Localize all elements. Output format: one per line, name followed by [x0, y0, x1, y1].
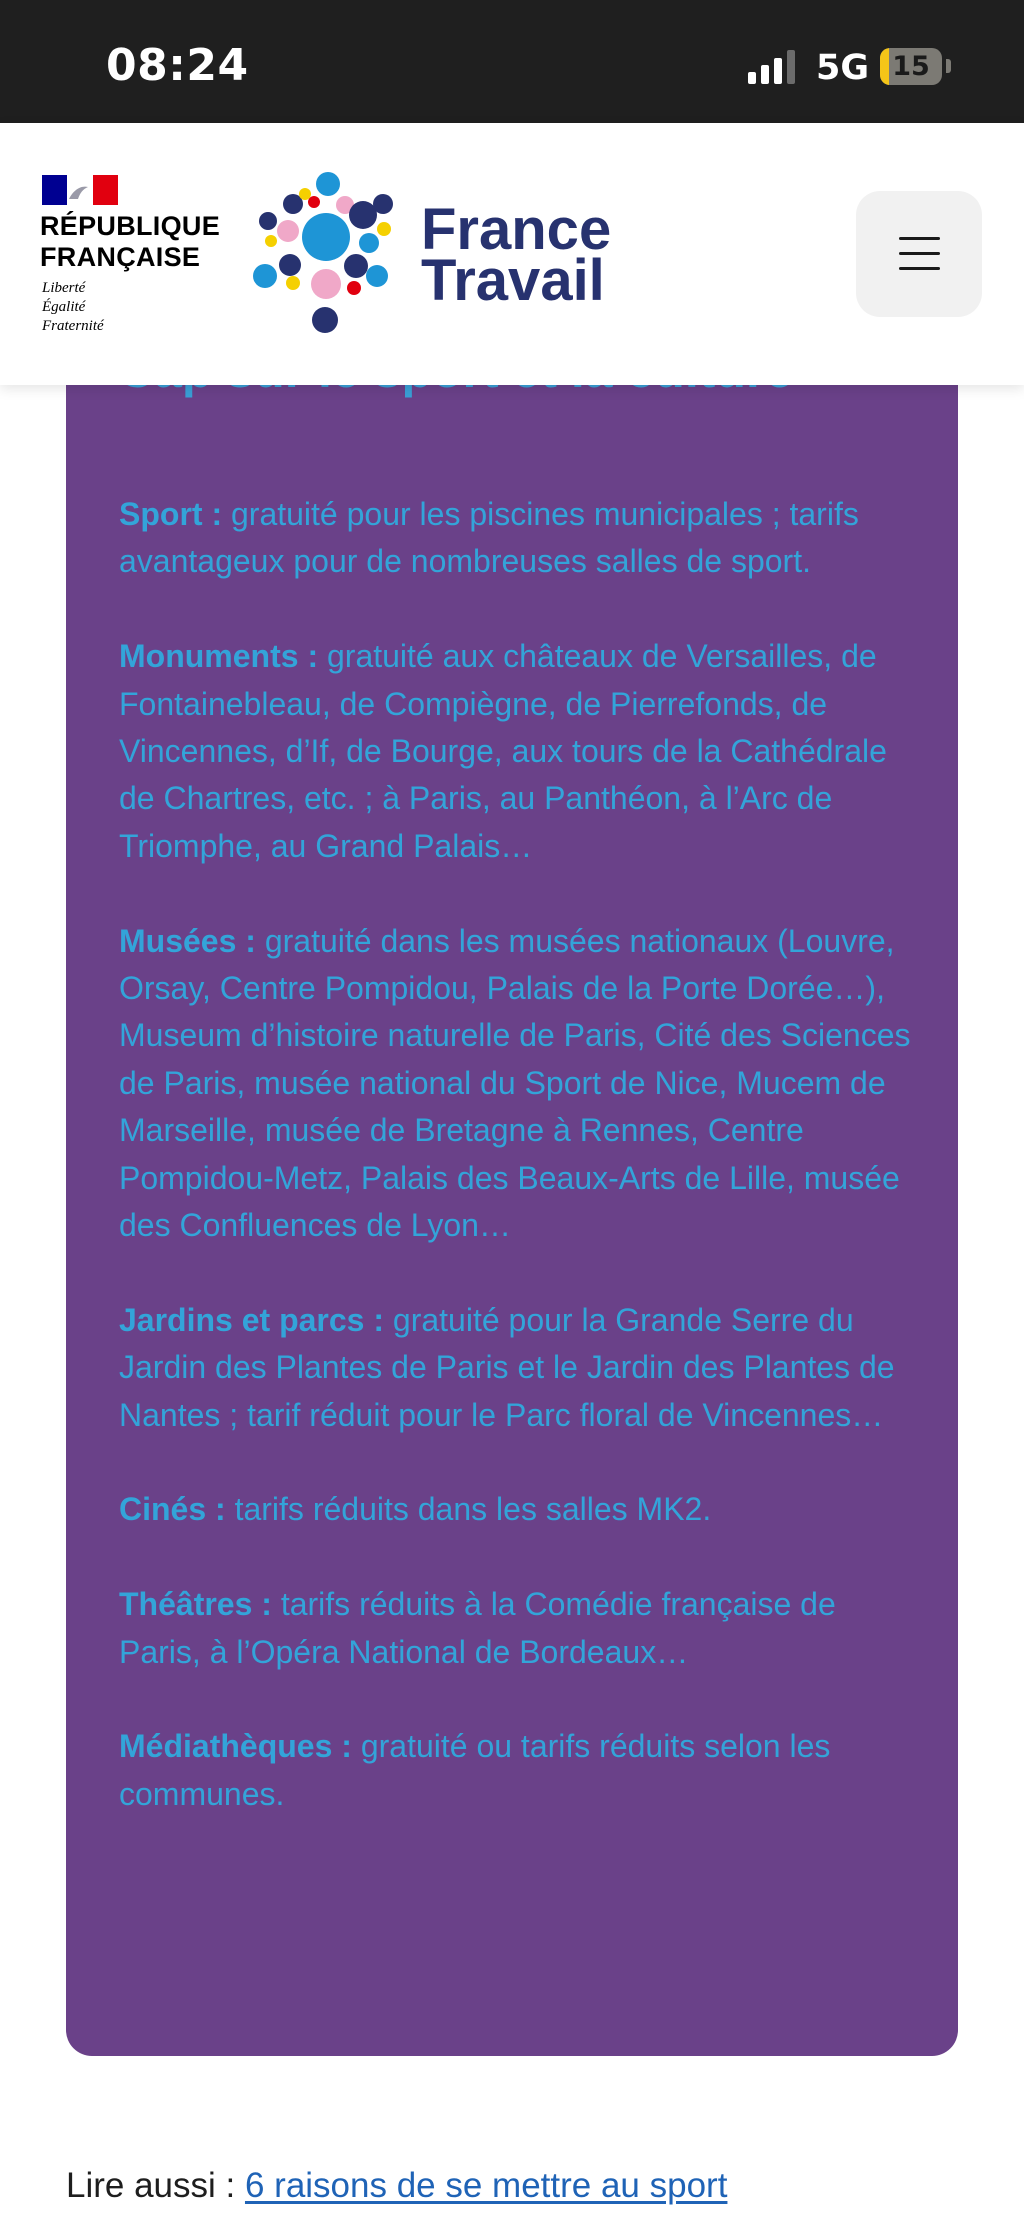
battery-icon: [880, 48, 942, 85]
france-travail-logo[interactable]: [253, 171, 403, 333]
motto-line: Fraternité: [42, 318, 104, 334]
list-item: [119, 1581, 919, 1676]
item-text: gratuité ou tarifs réduits selon les communes.: [119, 1728, 831, 1812]
brand-name-line-2: Travail: [421, 248, 605, 313]
network-type: 5G: [816, 48, 870, 88]
status-time: 08:24: [106, 40, 249, 91]
motto-line: Égalité: [42, 299, 86, 315]
item-text: tarifs réduits dans les salles MK2.: [225, 1491, 712, 1528]
republic-line-2: FRANÇAISE: [40, 242, 201, 272]
list-item: [119, 1486, 919, 1533]
card-body: [119, 491, 919, 1866]
list-item: [119, 1297, 919, 1439]
item-text: gratuité aux châteaux de Versailles, de Fontainebleau, de Compiègne, de Pierrefonds, de Vincennes, d’If, de Bourge, aux tours de la Cathédrale de Chartres, etc. ; à Paris, au Panthéon, à l’Arc de Triomphe, au Grand Palais…: [119, 638, 887, 864]
list-item: [119, 491, 919, 586]
status-bar: [0, 0, 1024, 123]
motto-line: Liberté: [42, 280, 86, 296]
read-also-link[interactable]: 6 raisons de se mettre au sport: [244, 2166, 728, 2205]
item-label: Musées :: [119, 922, 256, 959]
item-label: Théâtres :: [119, 1586, 272, 1623]
item-text: gratuité pour les piscines municipales ; tarifs avantageux pour de nombreuses salles de sport.: [119, 496, 859, 580]
site-header: [0, 123, 1024, 385]
item-text: tarifs réduits à la Comédie française de Paris, à l’Opéra National de Bordeaux…: [119, 1586, 836, 1670]
signal-icon: [748, 50, 800, 84]
item-label: Monuments :: [119, 638, 319, 675]
read-also-prefix: Lire aussi :: [66, 2166, 245, 2205]
republic-line-1: RÉPUBLIQUE: [40, 211, 221, 241]
list-item: [119, 1723, 919, 1818]
item-label: Cinés :: [119, 1491, 226, 1528]
item-label: Médiathèques :: [119, 1728, 352, 1765]
item-label: Jardins et parcs :: [119, 1301, 384, 1338]
item-text: gratuité dans les musées nationaux (Louvre, Orsay, Centre Pompidou, Palais de la Porte Dorée…), Museum d’histoire naturelle de Paris, Cité des Sciences de Paris, musée national du Sport de Nice, Mucem de Marseille, musée de Bretagne à Rennes, Centre Pompidou-Metz, Palais des Beaux-Arts de Lille, musée des Confluences de Lyon…: [119, 922, 911, 1244]
brand-name-line-1: France: [421, 197, 612, 262]
culture-card: [66, 300, 958, 2056]
item-label: Sport :: [119, 496, 223, 532]
marianne-logo: [42, 175, 118, 205]
read-also: [66, 2166, 727, 2206]
item-text: gratuité pour la Grande Serre du Jardin des Plantes de Paris et le Jardin des Plantes de Nantes ; tarif réduit pour le Parc floral de Vincennes…: [119, 1301, 895, 1433]
list-item: [119, 633, 919, 870]
battery-nub: [946, 59, 951, 73]
battery-level: 15: [892, 51, 930, 82]
list-item: [119, 918, 919, 1250]
menu-button[interactable]: [856, 191, 982, 317]
